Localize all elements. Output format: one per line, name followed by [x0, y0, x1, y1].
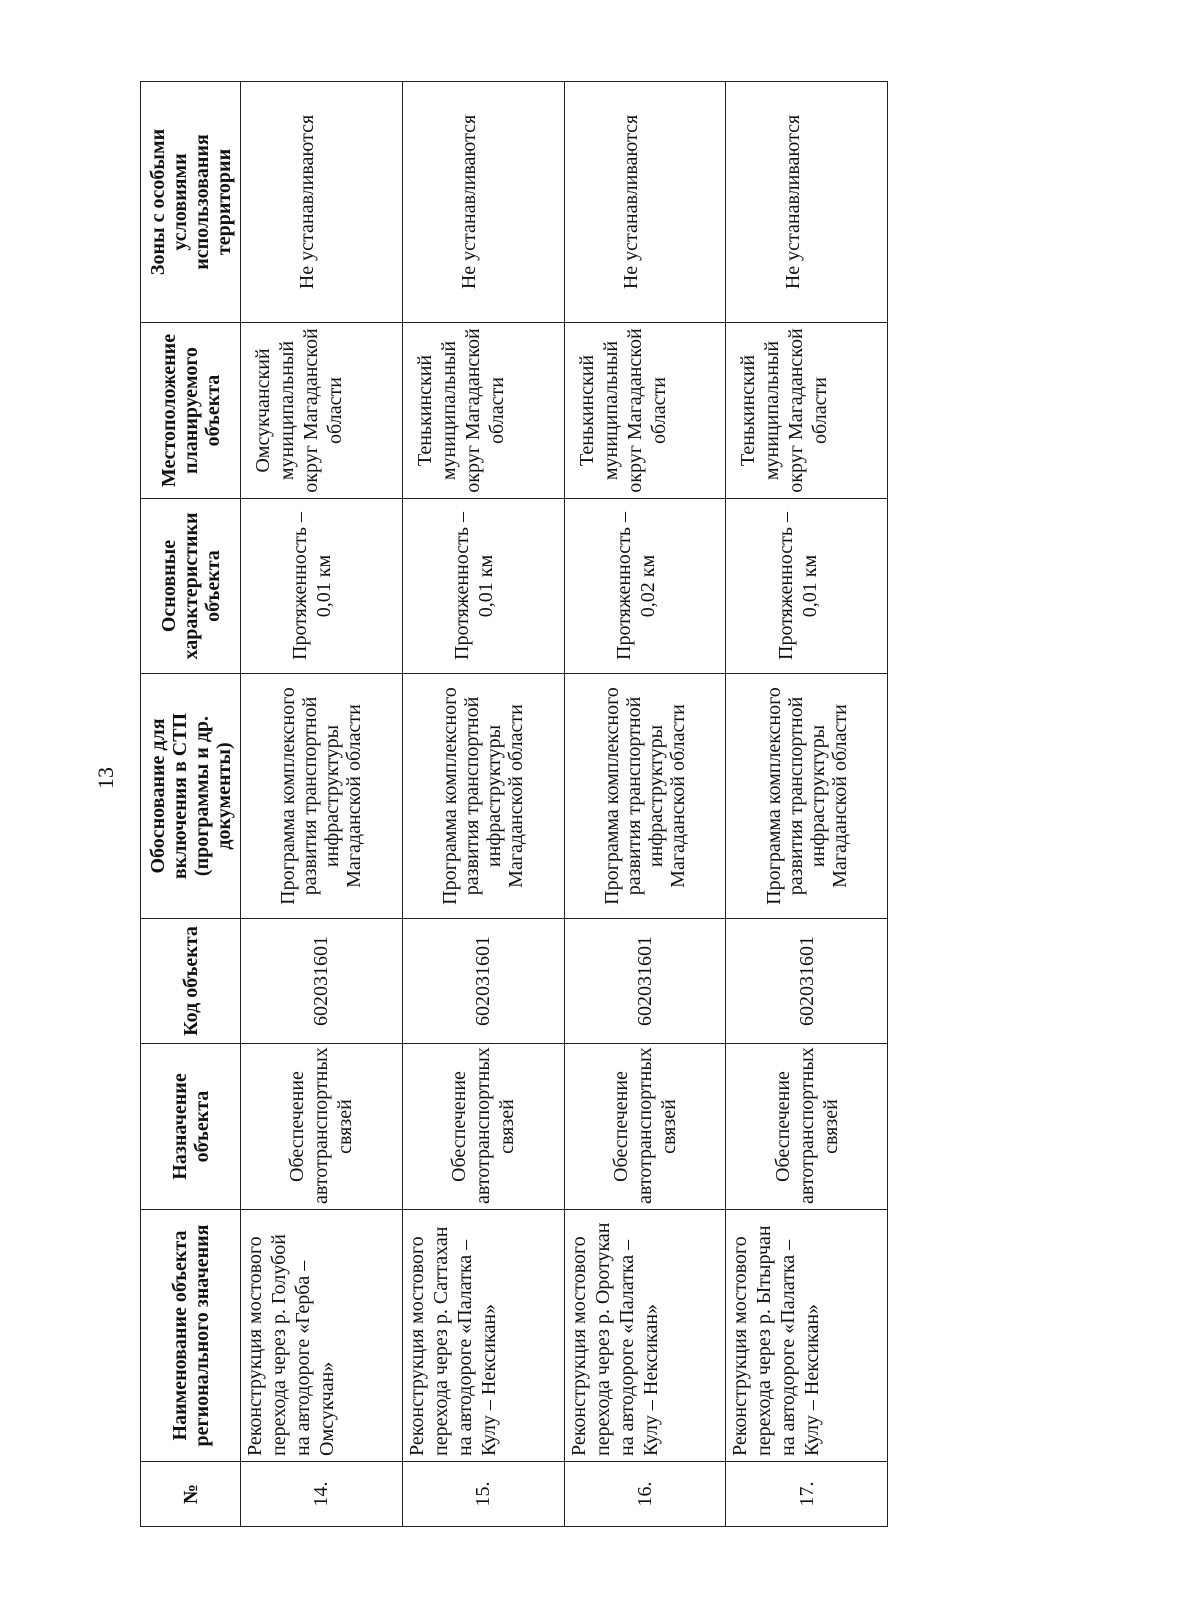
row-location: Тенькинский муниципальный округ Магаданской области	[564, 323, 726, 499]
row-location: Тенькинский муниципальный округ Магаданской области	[402, 323, 564, 499]
row-characteristics: Протяженность – 0,01 км	[402, 499, 564, 674]
row-code: 602031601	[726, 919, 888, 1044]
table-header-row	[141, 82, 241, 1527]
row-zones: Не устанавливаются	[241, 82, 403, 323]
row-num: 15.	[402, 1462, 564, 1527]
header-zones: Зоны с особыми условиями использования территории	[141, 82, 241, 323]
row-characteristics: Протяженность – 0,01 км	[726, 499, 888, 674]
regional-objects-table	[140, 81, 888, 1527]
row-object-name: Реконструкция мостового перехода через р. Ытырчан на автодороге «Палатка – Кулу – Нексикан»	[726, 1210, 888, 1462]
row-zones: Не устанавливаются	[726, 82, 888, 323]
row-characteristics: Протяженность – 0,02 км	[564, 499, 726, 674]
header-purpose: Назначение объекта	[141, 1044, 241, 1210]
row-basis: Программа комплексного развития транспортной инфраструктуры Магаданской области	[402, 674, 564, 919]
row-location: Омсукчанский муниципальный округ Магаданской области	[241, 323, 403, 499]
row-purpose: Обеспечение автотранспортных связей	[564, 1044, 726, 1210]
header-code: Код объекта	[141, 919, 241, 1044]
row-purpose: Обеспечение автотранспортных связей	[402, 1044, 564, 1210]
row-basis: Программа комплексного развития транспортной инфраструктуры Магаданской области	[564, 674, 726, 919]
header-characteristics: Основные характеристики объекта	[141, 499, 241, 674]
header-name: Наименование объекта регионального значения	[141, 1210, 241, 1462]
row-purpose: Обеспечение автотранспортных связей	[726, 1044, 888, 1210]
header-num: №	[141, 1462, 241, 1527]
row-basis: Программа комплексного развития транспортной инфраструктуры Магаданской области	[241, 674, 403, 919]
row-num: 17.	[726, 1462, 888, 1527]
row-characteristics: Протяженность – 0,01 км	[241, 499, 403, 674]
table-row	[564, 82, 726, 1527]
row-code: 602031601	[402, 919, 564, 1044]
table-row	[726, 82, 888, 1527]
row-num: 14.	[241, 1462, 403, 1527]
row-location: Тенькинский муниципальный округ Магаданской области	[726, 323, 888, 499]
page-number: 13	[93, 767, 118, 789]
row-code: 602031601	[564, 919, 726, 1044]
header-location: Местоположение планируемого объекта	[141, 323, 241, 499]
row-object-name: Реконструкция мостового перехода через р. Саттахан на автодороге «Палатка – Кулу – Нексикан»	[402, 1210, 564, 1462]
table-row	[402, 82, 564, 1527]
row-object-name: Реконструкция мостового перехода через р. Оротукан на автодороге «Палатка – Кулу – Нексикан»	[564, 1210, 726, 1462]
row-basis: Программа комплексного развития транспортной инфраструктуры Магаданской области	[726, 674, 888, 919]
table-row	[241, 82, 403, 1527]
row-num: 16.	[564, 1462, 726, 1527]
row-purpose: Обеспечение автотранспортных связей	[241, 1044, 403, 1210]
row-zones: Не устанавливаются	[402, 82, 564, 323]
row-code: 602031601	[241, 919, 403, 1044]
rotated-table-container	[140, 82, 888, 1527]
header-basis: Обоснование для включения в СТП (программы и др. документы)	[141, 674, 241, 919]
row-object-name: Реконструкция мостового перехода через р. Голубой на автодороге «Герба – Омсукчан»	[241, 1210, 403, 1462]
row-zones: Не устанавливаются	[564, 82, 726, 323]
